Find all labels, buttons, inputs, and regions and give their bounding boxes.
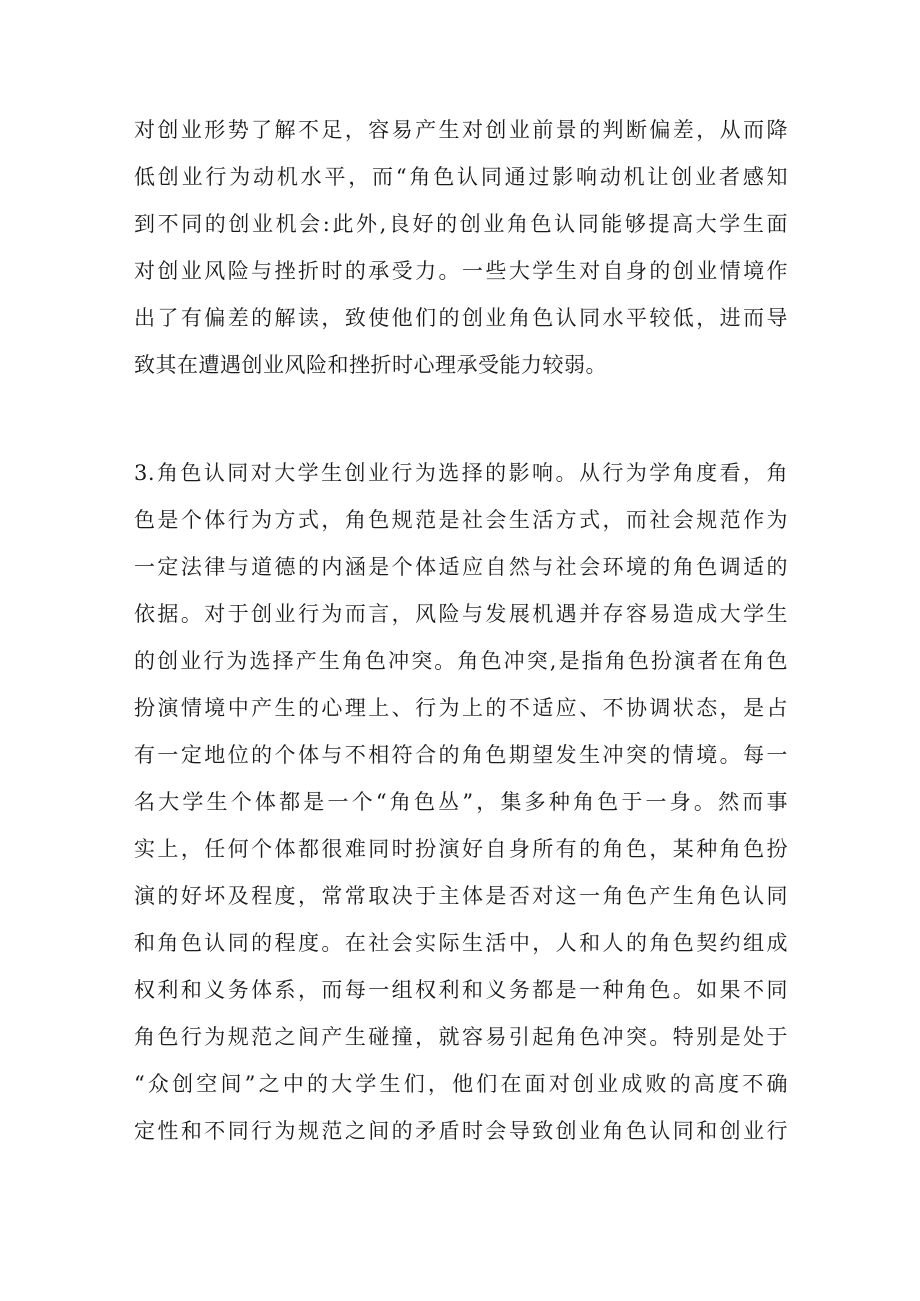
text-line: 低创业行为动机水平，而“角色认同通过影响动机让创业者感知 <box>134 165 788 189</box>
text-line: 定性和不同行为规范之间的矛盾时会导致创业角色认同和创业行 <box>134 1119 788 1143</box>
paragraph <box>134 450 788 1155</box>
text-line: 和角色认同的程度。在社会实际生活中，人和人的角色契约组成 <box>134 931 788 955</box>
text-line: 实上，任何个体都很难同时扮演好自身所有的角色，某种角色扮 <box>134 837 788 861</box>
text-line: 对创业风险与挫折时的承受力。一些大学生对自身的创业情境作 <box>134 259 788 283</box>
text-line: 到不同的创业机会:此外,良好的创业角色认同能够提高大学生面 <box>134 212 788 236</box>
text-line: 有一定地位的个体与不相符合的角色期望发生冲突的情境。每一 <box>134 743 788 767</box>
text-line: 对创业形势了解不足，容易产生对创业前景的判断偏差，从而降 <box>134 118 788 142</box>
text-line: 角色行为规范之间产生碰撞，就容易引起角色冲突。特别是处于 <box>134 1025 788 1049</box>
text-line: 依据。对于创业行为而言，风险与发展机遇并存容易造成大学生 <box>134 602 788 626</box>
text-line: 权利和义务体系，而每一组权利和义务都是一种角色。如果不同 <box>134 978 788 1002</box>
text-line: 扮演情境中产生的心理上、行为上的不适应、不协调状态，是占 <box>134 696 788 720</box>
text-line: 色是个体行为方式，角色规范是社会生活方式，而社会规范作为 <box>134 508 788 532</box>
text-line: 名大学生个体都是一个“角色丛”，集多种角色于一身。然而事 <box>134 790 788 814</box>
text-line: “众创空间”之中的大学生们，他们在面对创业成败的高度不确 <box>134 1072 788 1096</box>
text-line: 的创业行为选择产生角色冲突。角色冲突,是指角色扮演者在角色 <box>134 649 788 673</box>
text-line: 出了有偏差的解读，致使他们的创业角色认同水平较低，进而导 <box>134 306 788 330</box>
text-line: 3.角色认同对大学生创业行为选择的影响。从行为学角度看，角 <box>134 461 788 485</box>
text-line: 一定法律与道德的内涵是个体适应自然与社会环境的角色调适的 <box>134 555 788 579</box>
paragraph <box>134 107 788 389</box>
text-line: 演的好坏及程度，常常取决于主体是否对这一角色产生角色认同 <box>134 884 788 908</box>
text-line: 致其在遭遇创业风险和挫折时心理承受能力较弱。 <box>134 353 607 377</box>
